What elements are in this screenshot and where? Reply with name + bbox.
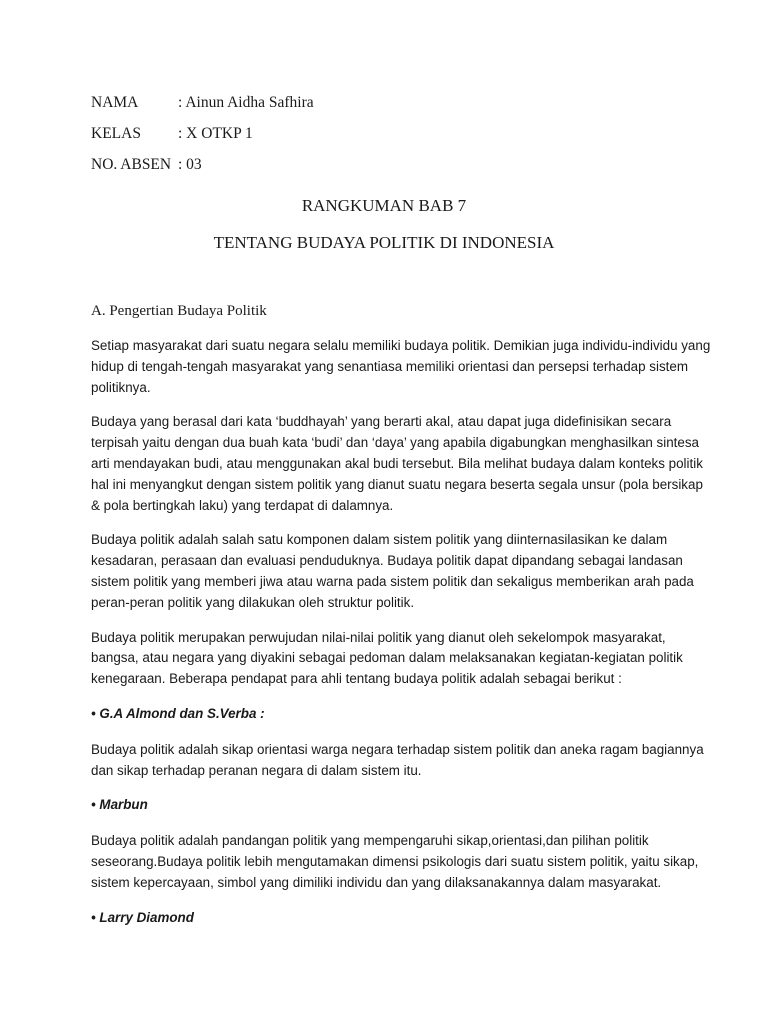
paragraph-line: & pola bertingkah laku) yang terdapat di dalamnya. — [91, 497, 394, 513]
expert-name: • Marbun — [91, 797, 148, 813]
paragraph — [91, 628, 691, 690]
document-title: RANGKUMAN BAB 7 — [301, 196, 467, 215]
paragraph-line: hal ini menyangkut dengan sistem politik yang dianut suatu negara beserta segala unsur (pola bersikap — [91, 476, 703, 492]
student-identity — [91, 93, 314, 186]
paragraph — [91, 336, 711, 398]
paragraph-line: sistem politik yang memberi jiwa atau warna pada sistem politik dan sekaligus memberikan arah pada — [91, 573, 694, 589]
absen-label: NO. ABSEN — [91, 156, 172, 173]
paragraph — [91, 530, 694, 613]
paragraph-line: Budaya politik adalah salah satu komponen dalam sistem politik yang diinternasilasikan ke dalam — [91, 532, 668, 548]
paragraph-line: Budaya politik adalah sikap orientasi warga negara terhadap sistem politik dan aneka ragam bagiannya — [91, 741, 704, 757]
expert-definition — [91, 831, 699, 893]
expert-name: • G.A Almond dan S.Verba : — [91, 705, 265, 721]
paragraph-line: Setiap masyarakat dari suatu negara selalu memiliki budaya politik. Demikian juga individu-individu yang — [91, 338, 711, 353]
paragraph — [91, 412, 703, 516]
class-value: : X OTKP 1 — [178, 125, 253, 142]
identity-row-class — [91, 124, 314, 155]
name-value: : Ainun Aidha Safhira — [178, 94, 314, 111]
paragraph-line: hidup di tengah-tengah masyarakat yang senantiasa memiliki orientasi dan persepsi terhadap sistem — [91, 358, 688, 374]
paragraph-line: bangsa, atau negara yang diyakini sebagai pedoman dalam melaksanakan kegiatan-kegiatan politik — [91, 650, 683, 666]
paragraph-line: arti mendayakan budi, atau menggunakan akal budi tersebut. Bila melihat budaya dalam konteks politik — [91, 455, 703, 471]
expert-name: • Larry Diamond — [91, 909, 194, 925]
class-label: KELAS — [91, 125, 141, 142]
name-label: NAMA — [91, 94, 139, 111]
paragraph-line: Budaya yang berasal dari kata ‘buddhayah’ yang berarti akal, atau dapat juga didefinisikan secara — [91, 414, 672, 430]
paragraph-line: seseorang.Budaya politik lebih mengutamakan dimensi psikologis dari suatu sistem politik, yaitu sikap, — [91, 853, 699, 869]
paragraph-line: politiknya. — [91, 379, 151, 395]
identity-row-number — [91, 155, 314, 186]
paragraph-line: Budaya politik merupakan perwujudan nilai-nilai politik yang dianut oleh sekelompok masyarakat, — [91, 629, 666, 645]
expert-definition — [91, 740, 704, 782]
absen-value: : 03 — [178, 156, 202, 173]
paragraph-line: sistem kepercayaan, simbol yang dimiliki individu dan yang dilaksanakannya dalam masyarakat. — [91, 874, 662, 890]
paragraph-line: kenegaraan. Beberapa pendapat para ahli tentang budaya politik adalah sebagai berikut : — [91, 671, 622, 687]
paragraph-line: kesadaran, perasaan dan evaluasi penduduknya. Budaya politik dapat dipandang sebagai landasan — [91, 553, 683, 569]
section-heading: A. Pengertian Budaya Politik — [91, 303, 267, 319]
paragraph-line: dan sikap terhadap peranan negara di dalam sistem itu. — [91, 762, 422, 778]
paragraph-line: peran-peran politik yang dilakukan oleh struktur politik. — [91, 594, 415, 610]
document-subtitle: TENTANG BUDAYA POLITIK DI INDONESIA — [213, 233, 555, 252]
paragraph-line: terpisah yaitu dengan dua buah kata ‘budi’ dan ‘daya’ yang apabila digabungkan menghasilkan sintesa — [91, 435, 699, 451]
section-a — [91, 301, 711, 943]
paragraph-line: Budaya politik adalah pandangan politik yang mempengaruhi sikap,orientasi,dan pilihan politik — [91, 833, 649, 849]
identity-row-name — [91, 93, 314, 124]
